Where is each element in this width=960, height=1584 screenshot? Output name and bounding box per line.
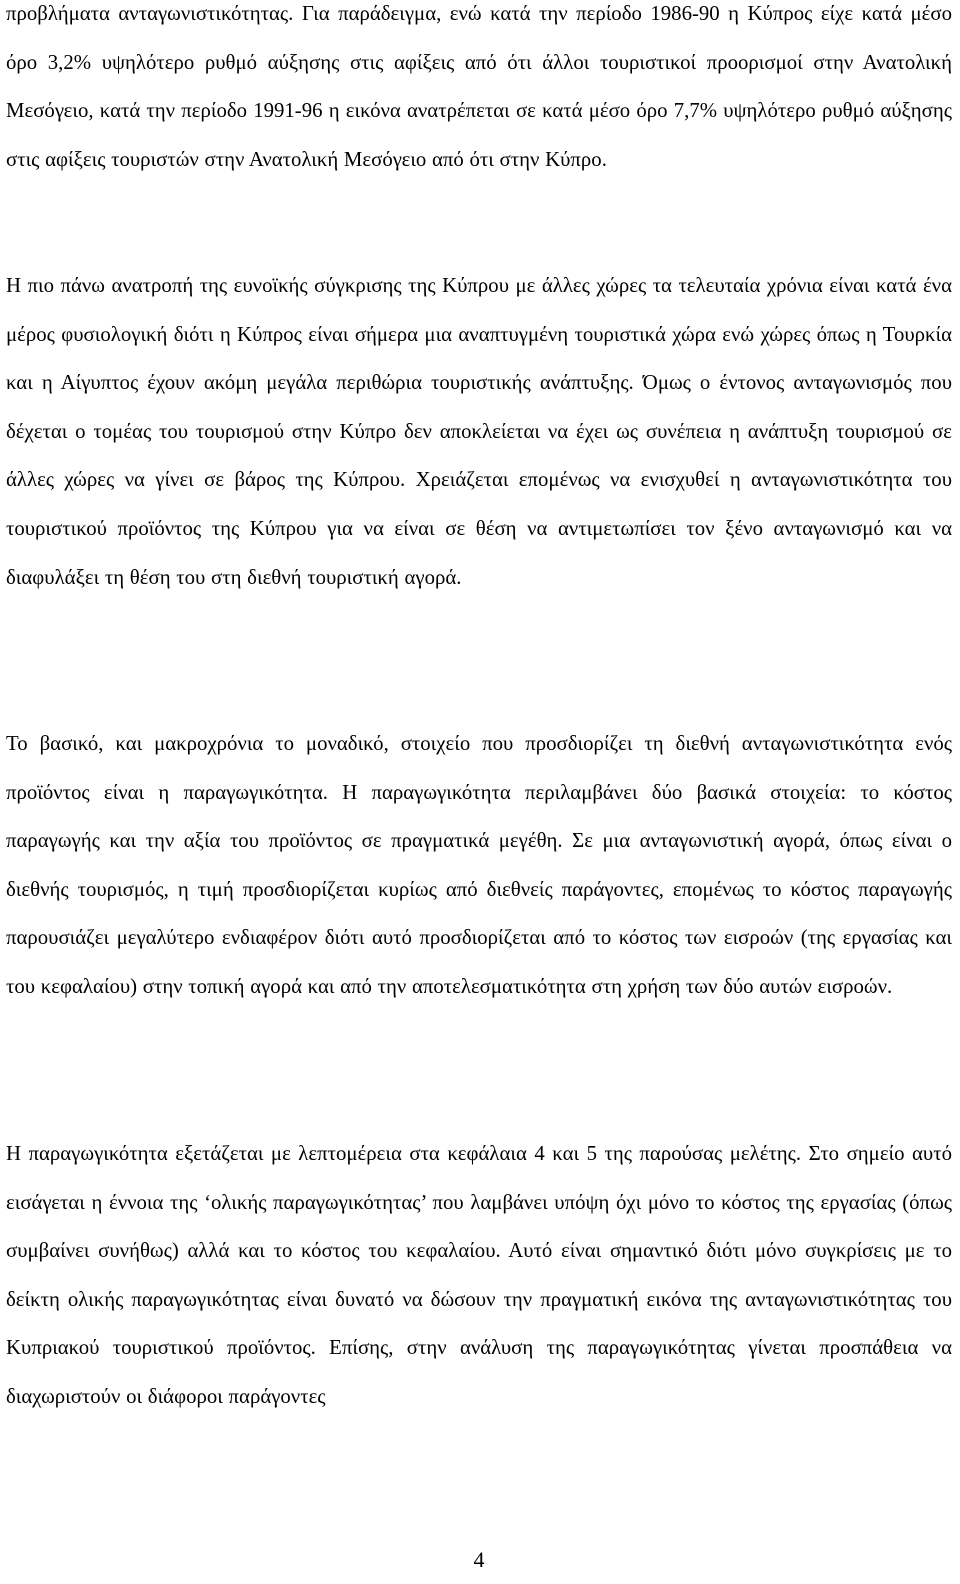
- paragraph-2: Η πιο πάνω ανατροπή της ευνοϊκής σύγκρισης της Κύπρου με άλλες χώρες τα τελευταία χρόνια είναι κατά ένα μέρος φυσιολογική διότι η Κύπρος είναι σήμερα μια αναπτυγμένη τουριστικά χώρα ενώ χώρες όπως η Τουρκία και η Αίγυπτος έχουν ακόμη μεγάλα περιθώρια τουριστικής ανάπτυξης. Όμως ο έντονος ανταγωνισμός που δέχεται ο τομέας του τουρισμού στην Κύπρο δεν αποκλείεται να έχει ως συνέπεια η ανάπτυξη τουρισμού σε άλλες χώρες να γίνει σε βάρος της Κύπρου. Χρειάζεται επομένως να ενισχυθεί η ανταγωνιστικότητα του τουριστικού προϊόντος της Κύπρου για να είναι σε θέση να αντιμετωπίσει τον ξένο ανταγωνισμό και να διαφυλάξει τη θέση του στη διεθνή τουριστική αγορά.: [6, 274, 952, 589]
- paragraph-4: Η παραγωγικότητα εξετάζεται με λεπτομέρεια στα κεφάλαια 4 και 5 της παρούσας μελέτης. Στο σημείο αυτό εισάγεται η έννοια της ‘ολικής παραγωγικότητας’ που λαμβάνει υπόψη όχι μόνο το κόστος της εργασίας (όπως συμβαίνει συνήθως) αλλά και το κόστος του κεφαλαίου. Αυτό είναι σημαντικό διότι μόνο συγκρίσεις με το δείκτη ολικής παραγωγικότητας είναι δυνατό να δώσουν την πραγματική εικόνα της ανταγωνιστικότητας του Κυπριακού τουριστικού προϊόντος. Επίσης, στην ανάλυση της παραγωγικότητας γίνεται προσπάθεια να διαχωριστούν οι διάφοροι παράγοντες: [6, 1142, 952, 1408]
- document-page: [6, 0, 952, 1584]
- paragraph-1: προβλήματα ανταγωνιστικότητας. Για παράδειγμα, ενώ κατά την περίοδο 1986-90 η Κύπρος είχε κατά μέσο όρο 3,2% υψηλότερο ρυθμό αύξησης στις αφίξεις από ότι άλλοι τουριστικοί προορισμοί στην Ανατολική Μεσόγειο, κατά την περίοδο 1991-96 η εικόνα ανατρέπεται σε κατά μέσο όρο 7,7% υψηλότερο ρυθμό αύξησης στις αφίξεις τουριστών στην Ανατολική Μεσόγειο από ότι στην Κύπρο.: [6, 2, 952, 171]
- page-number: 4: [473, 1547, 485, 1572]
- paragraph-3: Το βασικό, και μακροχρόνια το μοναδικό, στοιχείο που προσδιορίζει τη διεθνή ανταγωνιστικότητα ενός προϊόντος είναι η παραγωγικότητα. Η παραγωγικότητα περιλαμβάνει δύο βασικά στοιχεία: το κόστος παραγωγής και την αξία του προϊόντος σε πραγματικά μεγέθη. Σε μια ανταγωνιστική αγορά, όπως είναι ο διεθνής τουρισμός, η τιμή προσδιορίζεται κυρίως από διεθνείς παράγοντες, επομένως το κόστος παραγωγής παρουσιάζει μεγαλύτερο ενδιαφέρον διότι αυτό προσδιορίζεται από το κόστος των εισροών (της εργασίας και του κεφαλαίου) στην τοπική αγορά και από την αποτελεσματικότητα στη χρήση των δύο αυτών εισροών.: [6, 732, 952, 998]
